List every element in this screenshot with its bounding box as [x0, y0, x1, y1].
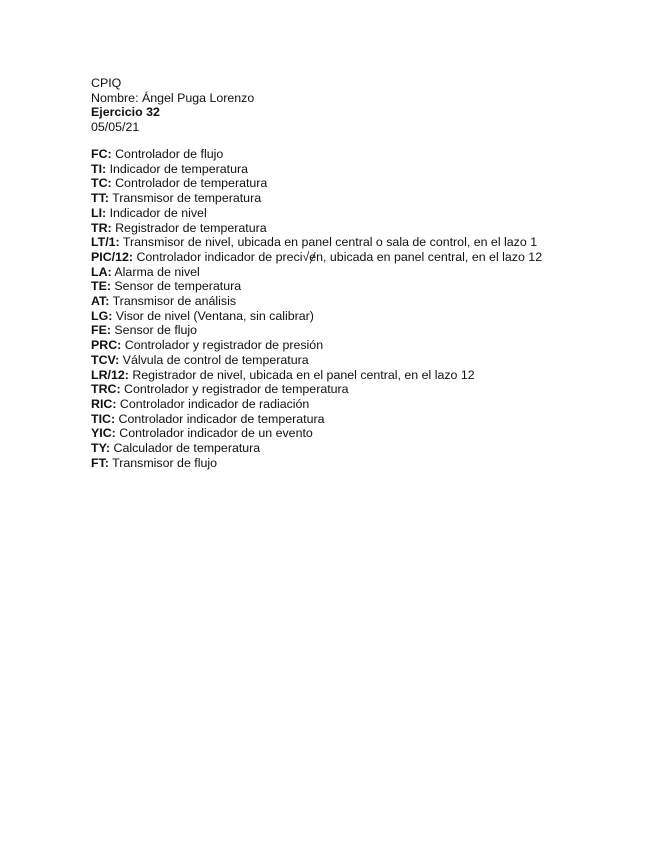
list-item: [91, 323, 646, 338]
instrument-description: Controlador indicador de temperatura: [115, 411, 325, 426]
instrument-description: Controlador y registrador de temperatura: [120, 382, 349, 397]
document-header: [91, 76, 254, 135]
instrument-code: TR:: [91, 220, 112, 235]
instrument-code: TT:: [91, 191, 109, 206]
list-item: [91, 309, 646, 324]
list-item: [91, 206, 646, 221]
list-item: [91, 176, 646, 191]
list-item: [91, 265, 646, 280]
list-item: [91, 294, 646, 309]
instrument-description: Registrador de nivel, ubicada en el panel central, en el lazo 12: [128, 367, 475, 382]
instrument-code: RIC:: [91, 396, 117, 411]
instrument-description: Controlador de temperatura: [111, 176, 268, 191]
instrument-description: Controlador de flujo: [111, 147, 224, 161]
list-item: [91, 426, 646, 441]
list-item: [91, 162, 646, 177]
instrument-description: Transmisor de nivel, ubicada en panel central o sala de control, en el lazo 1: [119, 235, 538, 250]
instrument-code: FC:: [91, 147, 112, 161]
instrument-description: Indicador de nivel: [106, 205, 207, 220]
exercise-title: Ejercicio 32: [91, 105, 160, 120]
instrument-description: Calculador de temperatura: [110, 441, 261, 456]
list-item: [91, 397, 646, 412]
list-item: [91, 441, 646, 456]
list-item: [91, 368, 646, 383]
instrument-code: FE:: [91, 323, 111, 338]
instrument-description: Sensor de flujo: [110, 323, 198, 338]
list-item: [91, 412, 646, 427]
list-item: [91, 353, 646, 368]
list-item: [91, 338, 646, 353]
instrument-code: LI:: [91, 205, 107, 220]
instrument-description: Sensor de temperatura: [110, 279, 242, 294]
instrument-description: Válvula de control de temperatura: [119, 352, 309, 367]
instrument-code: AT:: [91, 294, 110, 309]
instrument-description: Indicador de temperatura: [106, 161, 249, 176]
document-date: 05/05/21: [91, 120, 140, 135]
instrument-description: Visor de nivel (Ventana, sin calibrar): [112, 308, 314, 323]
instrument-code: TI:: [91, 161, 107, 176]
instrument-code: FT:: [91, 455, 109, 470]
instrument-code: LT/1:: [91, 235, 120, 250]
list-item: [91, 221, 646, 236]
list-item: [91, 147, 646, 162]
instrument-code: LR/12:: [91, 367, 129, 382]
list-item: [91, 191, 646, 206]
instrument-list: [91, 147, 646, 470]
list-item: [91, 382, 646, 397]
instrument-code: LA:: [91, 264, 112, 279]
instrument-code: TCV:: [91, 352, 120, 367]
instrument-description: Controlador y registrador de presión: [121, 338, 324, 353]
instrument-code: TY:: [91, 441, 111, 456]
organization-label: CPIQ: [91, 76, 122, 90]
instrument-code: TC:: [91, 176, 112, 191]
instrument-description: Transmisor de análisis: [109, 294, 237, 309]
author-name: Nombre: Ángel Puga Lorenzo: [91, 90, 255, 105]
list-item: [91, 456, 646, 471]
instrument-description: Transmisor de temperatura: [108, 191, 262, 206]
instrument-description: Transmisor de flujo: [108, 455, 218, 470]
instrument-code: YIC:: [91, 426, 116, 441]
instrument-code: LG:: [91, 308, 113, 323]
instrument-description: Registrador de temperatura: [111, 220, 267, 235]
instrument-code: PRC:: [91, 338, 122, 353]
instrument-code: TE:: [91, 279, 111, 294]
list-item: [91, 235, 646, 250]
list-item: [91, 250, 646, 265]
instrument-description: Controlador indicador de preci√ɇn, ubicada en panel central, en el lazo 12: [133, 249, 543, 264]
instrument-description: Controlador indicador de radiación: [116, 396, 310, 411]
instrument-code: TRC:: [91, 382, 121, 397]
instrument-code: PIC/12:: [91, 249, 134, 264]
instrument-code: TIC:: [91, 411, 116, 426]
list-item: [91, 279, 646, 294]
instrument-description: Alarma de nivel: [111, 264, 200, 279]
instrument-description: Controlador indicador de un evento: [115, 426, 313, 441]
